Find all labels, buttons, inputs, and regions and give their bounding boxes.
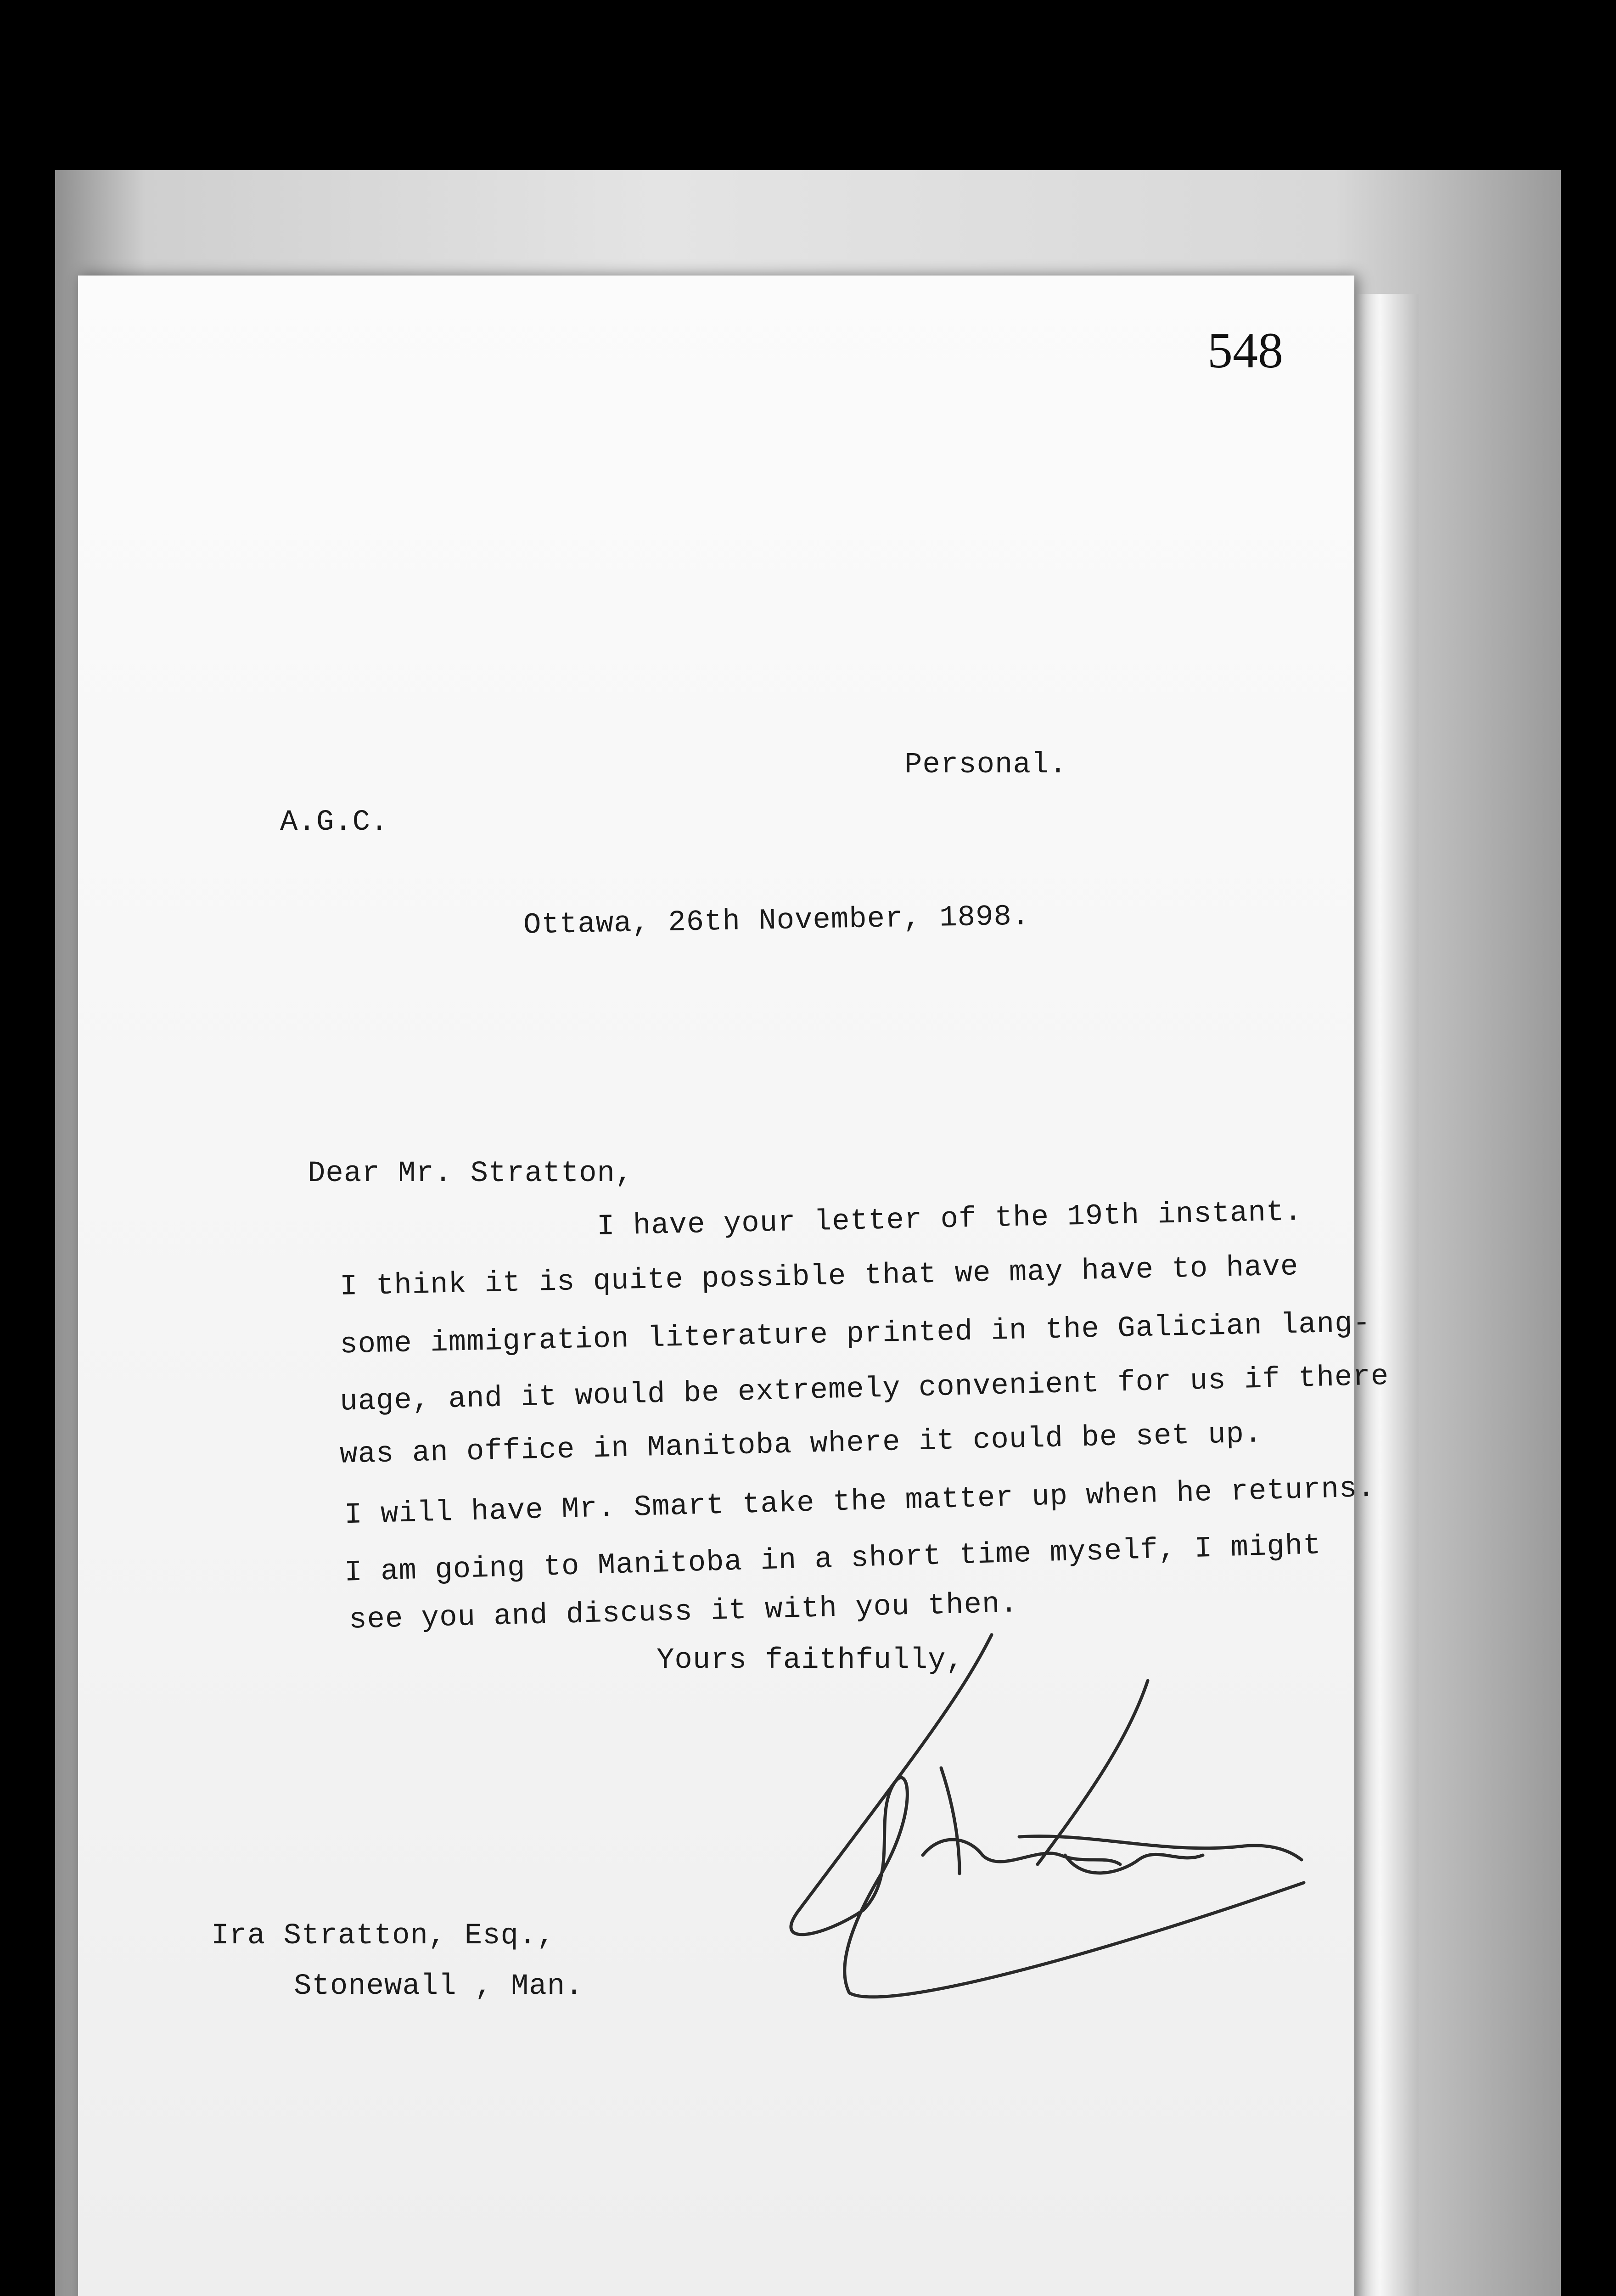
personal-marking: Personal. — [904, 748, 1067, 782]
film-frame-top — [0, 0, 1616, 174]
body-line: some immigration literature printed in the Galician lang- — [339, 1307, 1371, 1362]
addressee-place: Stonewall , Man. — [294, 1970, 584, 2003]
body-line: was an office in Manitoba where it could be set up. — [339, 1418, 1263, 1472]
closing: Yours faithfully, — [656, 1644, 964, 1677]
body-line: I will have Mr. Smart take the matter up when he returns. — [344, 1472, 1376, 1532]
body-line: see you and discuss it with you then. — [348, 1587, 1019, 1637]
salutation: Dear Mr. Stratton, — [308, 1157, 634, 1190]
page-edge — [1354, 294, 1419, 2296]
dateline: Ottawa, 26th November, 1898. — [523, 900, 1030, 942]
body-line: I think it is quite possible that we may have to have — [339, 1250, 1299, 1304]
signature-image — [744, 1616, 1341, 2030]
reference-initials: A.G.C. — [280, 806, 389, 839]
addressee-name: Ira Stratton, Esq., — [211, 1919, 555, 1953]
body-line: uage, and it would be extremely convenient for us if there — [339, 1360, 1390, 1419]
body-line: I have your letter of the 19th instant. — [596, 1195, 1303, 1244]
folio-number: 548 — [1207, 322, 1283, 378]
body-line: I am going to Manitoba in a short time myself, I might — [344, 1529, 1322, 1590]
